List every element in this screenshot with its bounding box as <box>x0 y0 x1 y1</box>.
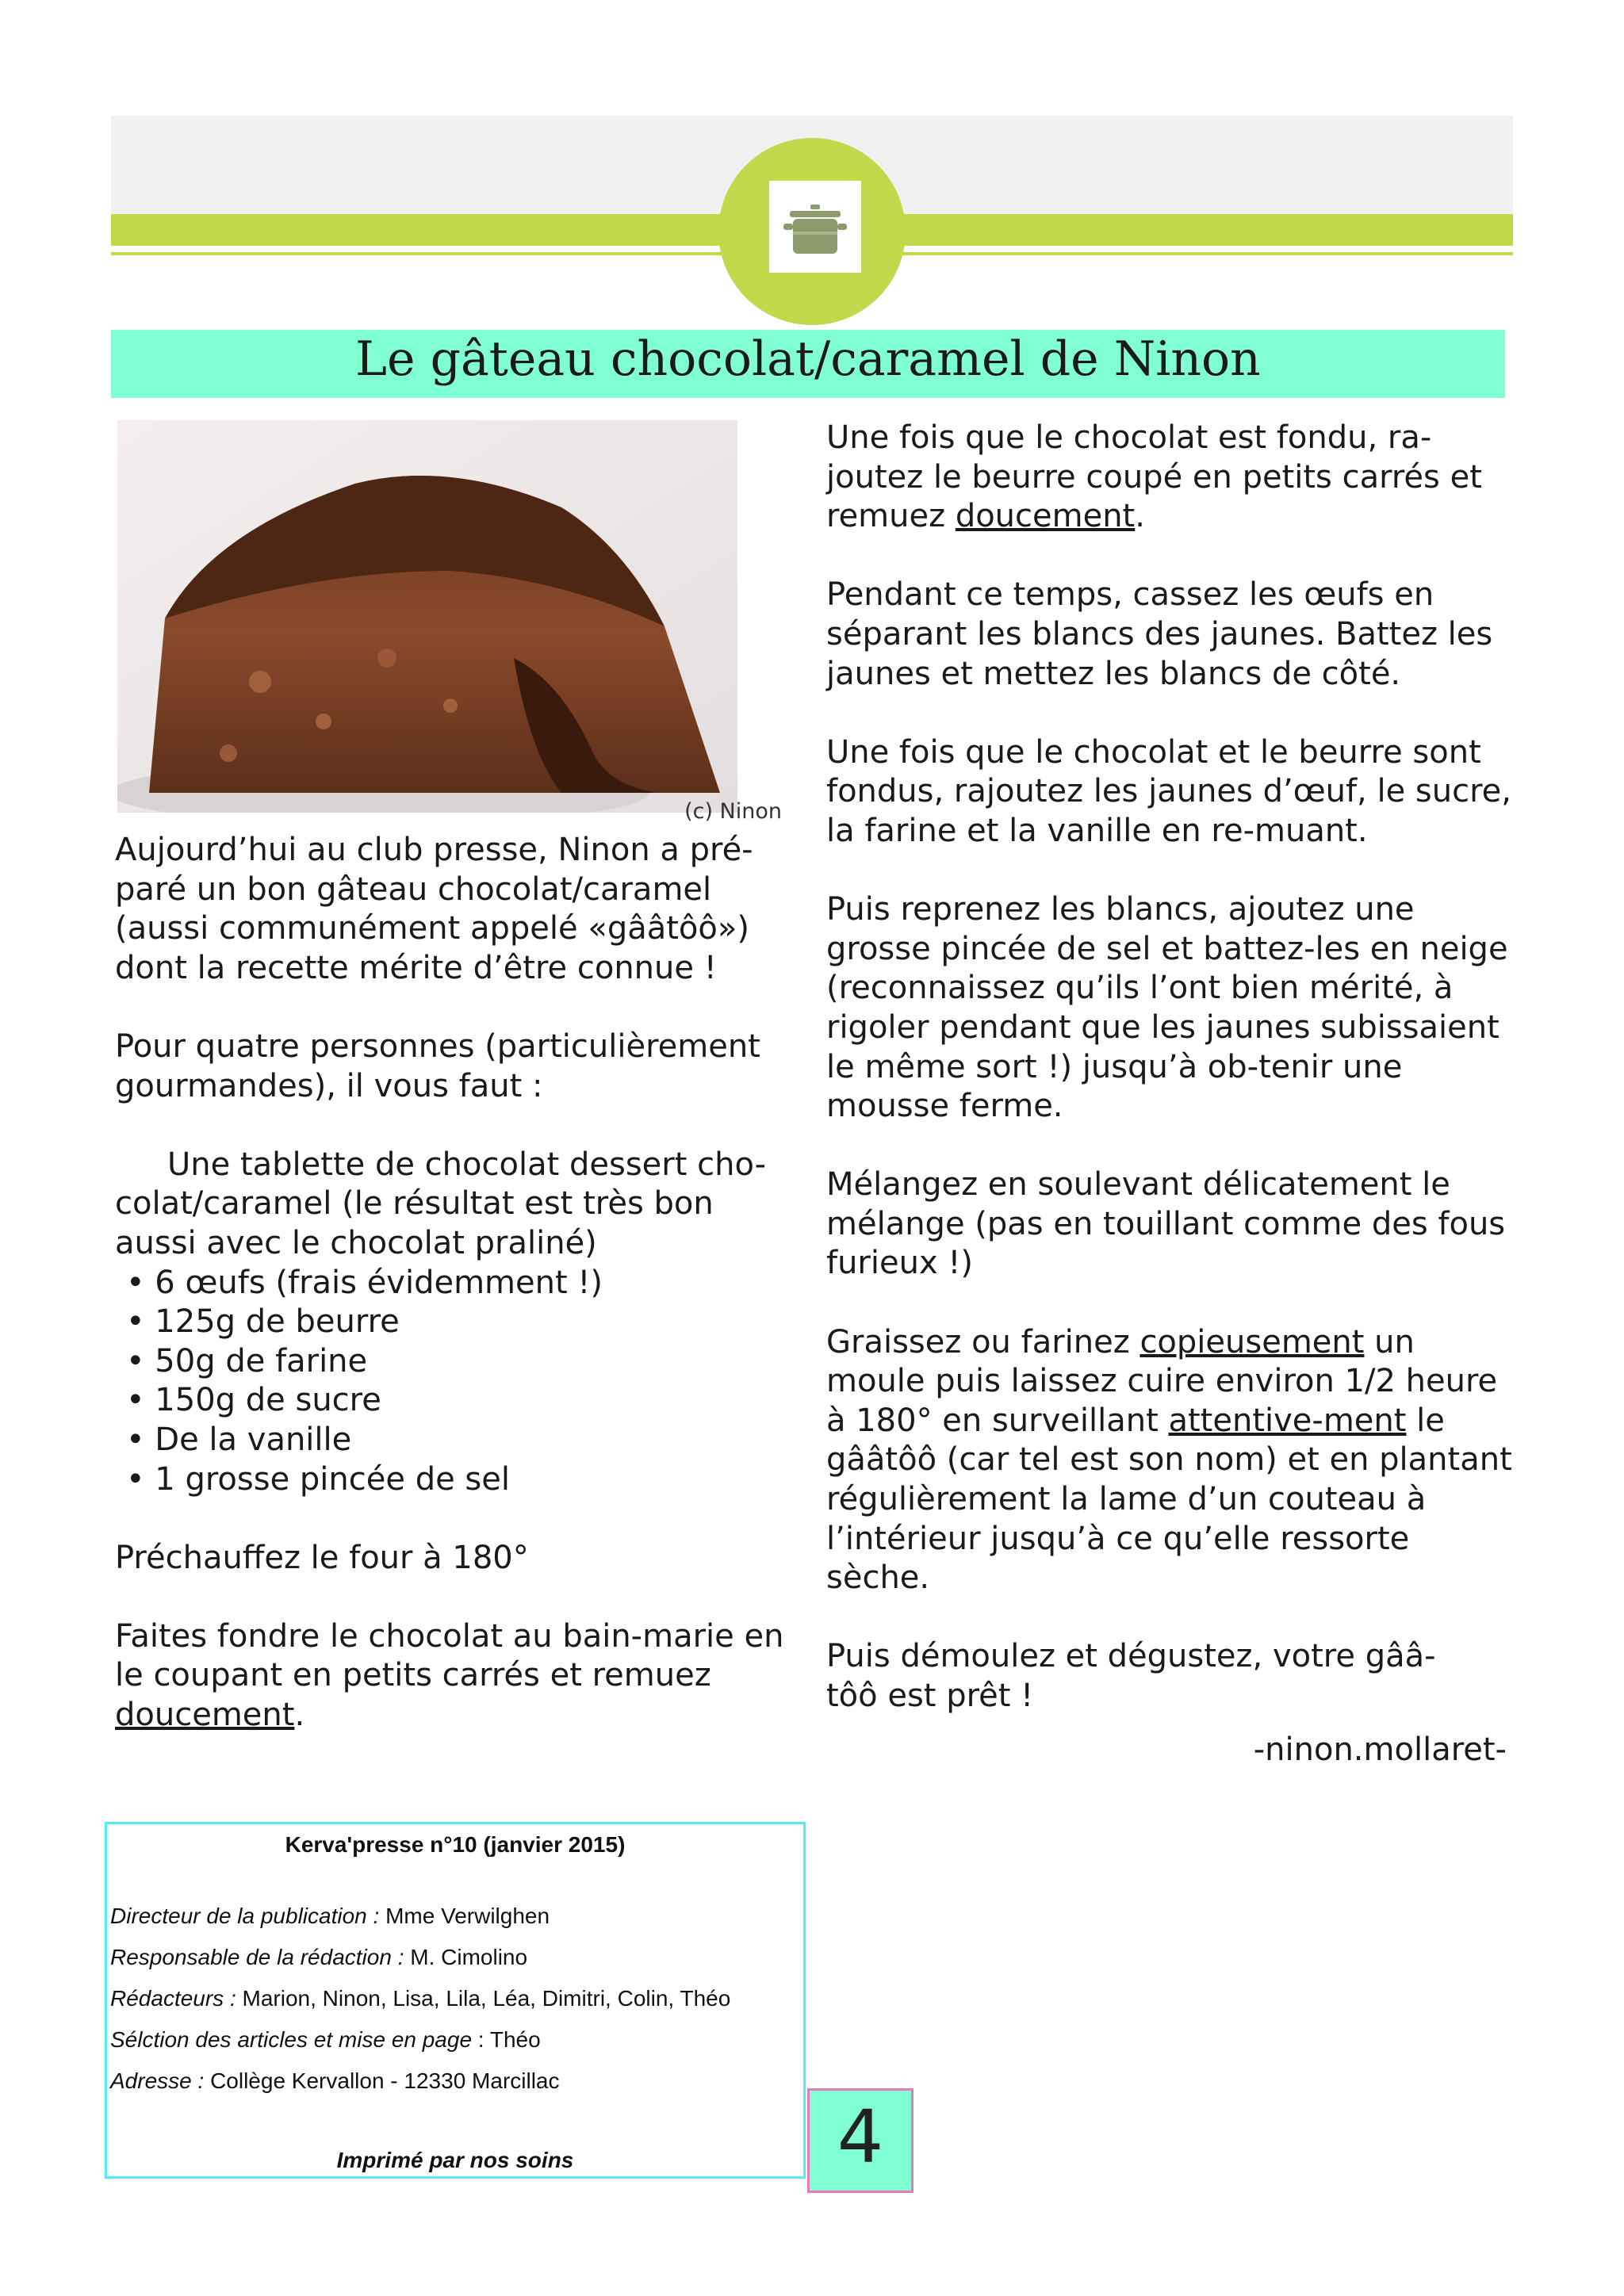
final-paragraph: Puis démoulez et dégustez, votre gââ-tôô est prêt ! <box>826 1638 1436 1714</box>
masthead-value: Marion, Ninon, Lisa, Lila, Léa, Dimitri, Colin, Théo <box>242 1986 731 2011</box>
step-paragraph: Une fois que le chocolat et le beurre sont fondus, rajoutez les jaunes d’œuf, le sucre, la farine et la vanille en re-muant. <box>826 733 1511 849</box>
masthead-label: Responsable de la rédaction : <box>110 1945 411 1969</box>
melt-paragraph <box>115 1617 805 1735</box>
step-paragraph <box>826 1323 1513 1598</box>
author-signature: -ninon.mollaret- <box>1253 1732 1507 1768</box>
step-end: . <box>1135 498 1145 535</box>
list-item: • 125g de beurre <box>126 1303 400 1341</box>
step-underlined: doucement <box>955 498 1136 535</box>
melt-end: . <box>294 1697 305 1734</box>
ingredient-list <box>115 1264 805 1500</box>
list-item: • 1 grosse pincée de sel <box>126 1460 510 1498</box>
masthead-row <box>110 1904 808 1929</box>
step-underlined: attentive-ment <box>1168 1402 1407 1439</box>
ingredient-main: Une tablette de chocolat dessert cho-colat/caramel (le résultat est très bon aussi avec le chocolat praliné) <box>115 1146 767 1261</box>
masthead-value: : Théo <box>472 2027 541 2052</box>
step-text: Une fois que le chocolat est fondu, ra-joutez le beurre coupé en petits carrés et remuez <box>826 419 1482 535</box>
masthead-value: M. Cimolino <box>410 1945 528 1969</box>
list-item: • 50g de farine <box>126 1342 368 1380</box>
photo-credit: (c) Ninon <box>684 799 782 824</box>
step-text: un moule puis laissez cuire environ 1/2 heure à 180° en surveillant <box>826 1323 1498 1439</box>
masthead-row <box>110 2068 808 2094</box>
list-item: • 6 œufs (frais évidemment !) <box>126 1264 603 1301</box>
left-column <box>115 831 805 1774</box>
right-column <box>826 419 1513 1755</box>
step-text: le gââtôô (car tel est son nom) et en plantant régulièrement la lame d’un couteau à l’intérieur jusqu’à ce qu’elle ressorte sèche. <box>826 1402 1512 1597</box>
masthead-label: Directeur de la publication : <box>110 1904 386 1928</box>
melt-text: Faites fondre le chocolat au bain-marie en le coupant en petits carrés et remuez <box>115 1617 784 1694</box>
article-title: Le gâteau chocolat/caramel de Ninon <box>355 331 1261 387</box>
step-paragraph <box>826 419 1513 537</box>
ingredients-block <box>115 1146 805 1499</box>
cooking-pot-icon <box>782 200 848 260</box>
servings-paragraph: Pour quatre personnes (particulièrement gourmandes), il vous faut : <box>115 1027 760 1104</box>
masthead-value: Mme Verwilghen <box>385 1904 550 1928</box>
masthead-footer: Imprimé par nos soins <box>336 2148 574 2172</box>
intro-paragraph: Aujourd’hui au club presse, Ninon a pré-paré un bon gâteau chocolat/caramel (aussi communément appelé «gââtôô») dont la recette mérite d’être connue ! <box>115 832 753 986</box>
step-text: Graissez ou farinez <box>826 1323 1140 1360</box>
masthead-box <box>105 1822 806 2179</box>
list-item: • 150g de sucre <box>126 1382 381 1419</box>
masthead-label: Sélction des articles et mise en page <box>110 2027 473 2052</box>
masthead-label: Adresse : <box>110 2068 211 2093</box>
masthead-row <box>110 2027 808 2053</box>
page-number: 4 <box>807 2088 914 2193</box>
step-paragraph: Puis reprenez les blancs, ajoutez une grosse pincée de sel et battez-les en neige (reconnaissez qu’ils l’ont bien mérité, à rigoler pendant que les jaunes subissaient le même sort !) jusqu’à ob-tenir une mousse ferme. <box>826 891 1508 1125</box>
masthead-title: Kerva'presse n°10 (janvier 2015) <box>285 1832 626 1857</box>
masthead-row <box>110 1945 808 1970</box>
step-underlined: copieusement <box>1139 1323 1365 1360</box>
step-paragraph: Mélangez en soulevant délicatement le mélange (pas en touillant comme des fous furieux !) <box>826 1166 1506 1282</box>
masthead-row <box>110 1986 808 2011</box>
masthead-label: Rédacteurs : <box>110 1986 243 2011</box>
preheat-paragraph: Préchauffez le four à 180° <box>115 1539 529 1576</box>
cake-photo <box>117 420 737 813</box>
list-item: • De la vanille <box>126 1421 352 1458</box>
melt-underlined: doucement <box>115 1697 295 1734</box>
masthead-value: Collège Kervallon - 12330 Marcillac <box>210 2068 560 2093</box>
step-paragraph: Pendant ce temps, cassez les œufs en séparant les blancs des jaunes. Battez les jaunes et mettez les blancs de côté. <box>826 576 1493 692</box>
